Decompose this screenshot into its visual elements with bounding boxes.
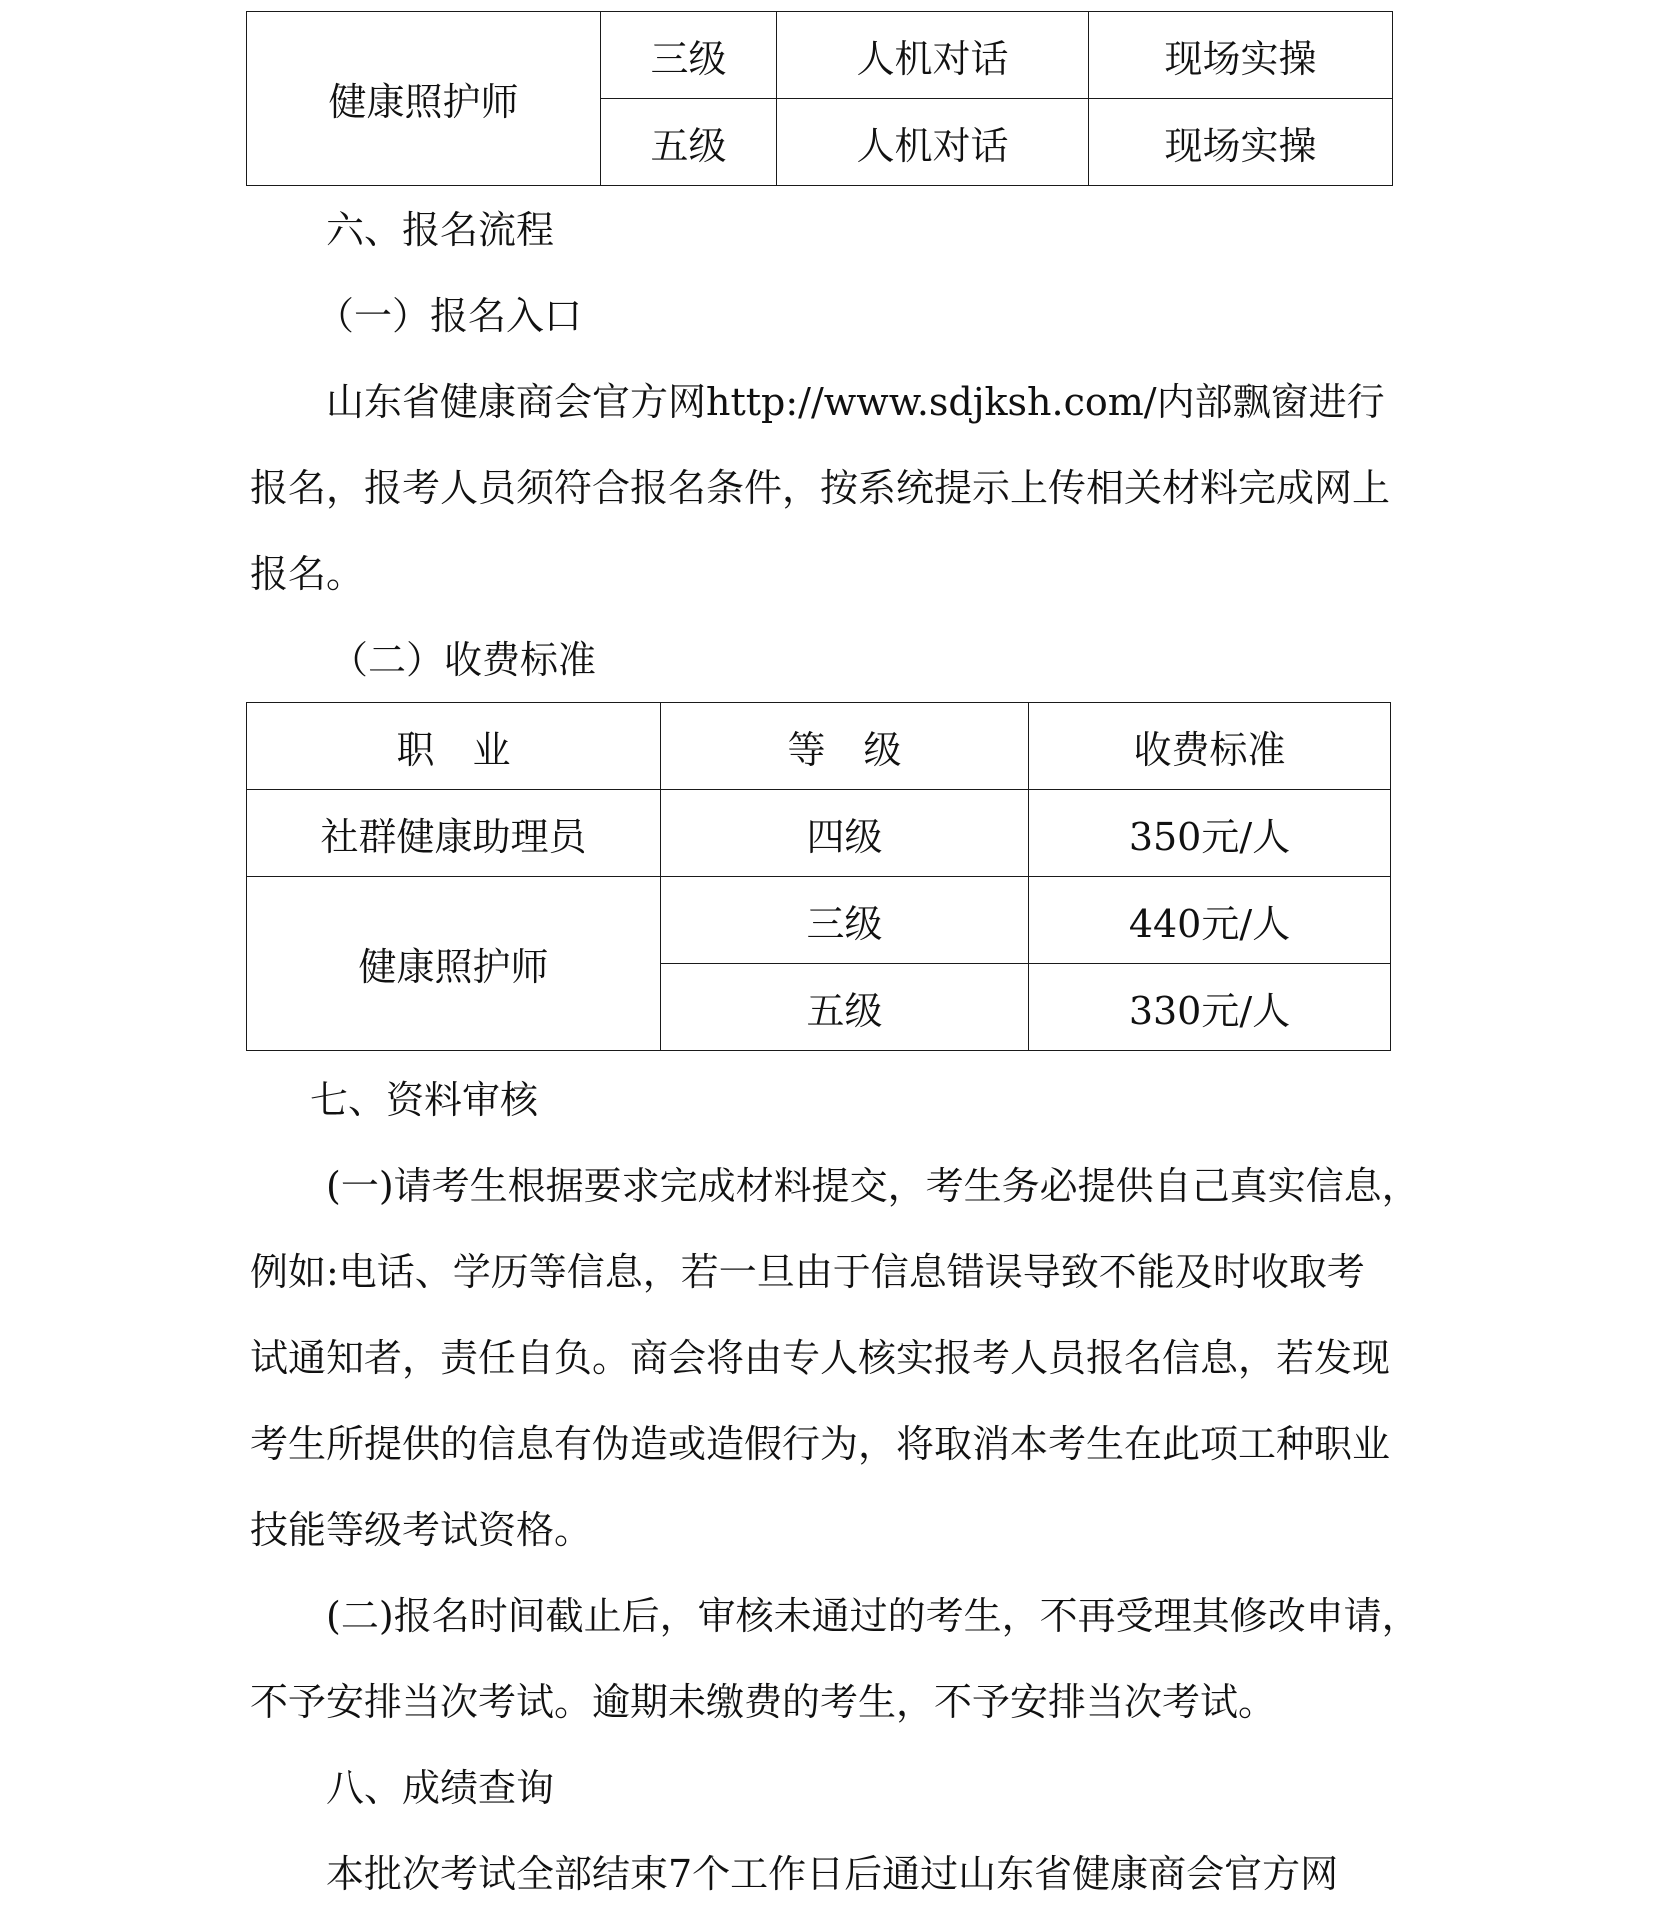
paragraph-line: 山东省健康商会官方网http://www.sdjksh.com/内部飘窗进行 bbox=[326, 380, 1385, 424]
table-cell-occupation: 健康照护师 bbox=[247, 12, 601, 186]
exam-method-table bbox=[246, 11, 1393, 186]
table-cell-theory: 人机对话 bbox=[777, 99, 1089, 186]
table-row bbox=[247, 12, 1393, 99]
table-row bbox=[247, 790, 1391, 877]
table-header-row bbox=[247, 703, 1391, 790]
table-cell-level: 五级 bbox=[661, 964, 1029, 1051]
table-cell-level: 三级 bbox=[601, 12, 777, 99]
section-heading-document-review: 七、资料审核 bbox=[310, 1078, 539, 1122]
paragraph-line: 不予安排当次考试。逾期未缴费的考生，不予安排当次考试。 bbox=[250, 1680, 1277, 1724]
table-cell-fee: 330元/人 bbox=[1029, 964, 1391, 1051]
paragraph-line: 报名。 bbox=[250, 552, 365, 596]
section-heading-registration-process: 六、报名流程 bbox=[326, 208, 555, 252]
table-cell-theory: 人机对话 bbox=[777, 12, 1089, 99]
table-cell-level: 三级 bbox=[661, 877, 1029, 964]
table-cell-level: 五级 bbox=[601, 99, 777, 186]
table-cell-practical: 现场实操 bbox=[1089, 99, 1393, 186]
paragraph-line: 本批次考试全部结束7个工作日后通过山东省健康商会官方网 bbox=[326, 1852, 1339, 1896]
subheading-registration-entry: （一）报名入口 bbox=[316, 294, 583, 338]
table-row bbox=[247, 877, 1391, 964]
table-cell-occupation: 健康照护师 bbox=[247, 877, 661, 1051]
paragraph-line: (一)请考生根据要求完成材料提交，考生务必提供自己真实信息， bbox=[326, 1164, 1420, 1208]
table-cell-fee: 350元/人 bbox=[1029, 790, 1391, 877]
column-header-level: 等 级 bbox=[661, 703, 1029, 790]
paragraph-line: (二)报名时间截止后，审核未通过的考生，不再受理其修改申请， bbox=[326, 1594, 1420, 1638]
subheading-fee-standard: （二）收费标准 bbox=[330, 638, 597, 682]
table-cell-occupation: 社群健康助理员 bbox=[247, 790, 661, 877]
section-heading-score-inquiry: 八、成绩查询 bbox=[326, 1766, 555, 1810]
column-header-fee: 收费标准 bbox=[1029, 703, 1391, 790]
paragraph-line: 考生所提供的信息有伪造或造假行为，将取消本考生在此项工种职业 bbox=[250, 1422, 1391, 1466]
fee-table bbox=[246, 702, 1391, 1051]
table-cell-level: 四级 bbox=[661, 790, 1029, 877]
paragraph-line: 例如:电话、学历等信息，若一旦由于信息错误导致不能及时收取考 bbox=[250, 1250, 1365, 1294]
paragraph-line: 报名，报考人员须符合报名条件，按系统提示上传相关材料完成网上 bbox=[250, 466, 1391, 510]
paragraph-line: 技能等级考试资格。 bbox=[250, 1508, 593, 1552]
column-header-occupation: 职 业 bbox=[247, 703, 661, 790]
paragraph-line: 试通知者，责任自负。商会将由专人核实报考人员报名信息，若发现 bbox=[250, 1336, 1391, 1380]
table-cell-practical: 现场实操 bbox=[1089, 12, 1393, 99]
table-cell-fee: 440元/人 bbox=[1029, 877, 1391, 964]
